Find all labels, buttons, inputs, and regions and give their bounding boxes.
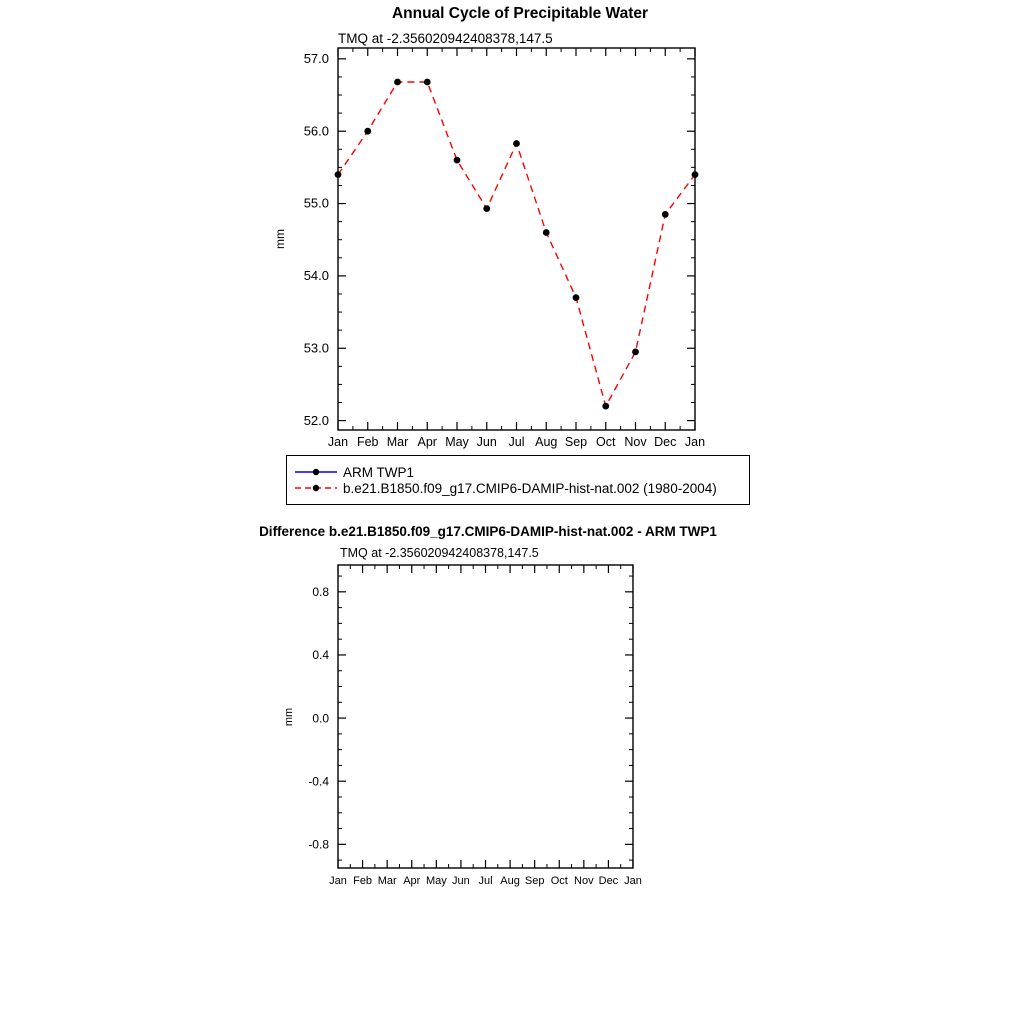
svg-text:Oct: Oct (550, 875, 568, 887)
chart1-plot (270, 30, 770, 470)
svg-text:0.8: 0.8 (312, 585, 329, 600)
svg-text:Oct: Oct (596, 435, 616, 449)
svg-text:Dec: Dec (598, 875, 619, 887)
svg-text:56.0: 56.0 (303, 123, 329, 139)
svg-text:-0.4: -0.4 (308, 774, 329, 789)
svg-text:Sep: Sep (564, 435, 588, 449)
svg-text:Nov: Nov (574, 875, 594, 887)
legend-line-solid-icon (293, 465, 339, 479)
svg-text:53.0: 53.0 (303, 340, 329, 356)
svg-text:Jun: Jun (476, 435, 497, 449)
svg-text:-0.8: -0.8 (308, 837, 329, 852)
svg-text:Mar: Mar (386, 435, 409, 449)
svg-text:Jan: Jan (684, 435, 706, 449)
svg-text:52.0: 52.0 (303, 412, 329, 428)
legend-entry-arm-twp1 (293, 465, 743, 480)
svg-text:Aug: Aug (500, 875, 520, 887)
svg-text:Jul: Jul (478, 875, 493, 887)
svg-text:Dec: Dec (654, 435, 677, 449)
chart2-plot (270, 545, 690, 905)
svg-text:Apr: Apr (403, 875, 421, 887)
svg-text:55.0: 55.0 (303, 195, 329, 211)
legend-entry-model (293, 481, 743, 496)
svg-text:May: May (445, 435, 469, 449)
svg-text:Jan: Jan (329, 875, 347, 887)
svg-text:Nov: Nov (624, 435, 647, 449)
svg-text:May: May (425, 875, 447, 887)
svg-text:Jul: Jul (508, 435, 525, 449)
chart2-subtitle: TMQ at -2.356020942408378,147.5 (340, 546, 539, 560)
svg-text:Jan: Jan (624, 875, 642, 887)
svg-text:Mar: Mar (377, 875, 397, 887)
svg-text:0.0: 0.0 (312, 711, 329, 726)
svg-text:Jun: Jun (452, 875, 470, 887)
legend-label: ARM TWP1 (343, 464, 415, 480)
svg-text:Feb: Feb (356, 435, 379, 449)
legend-box (286, 455, 750, 505)
svg-text:mm: mm (273, 229, 287, 249)
svg-text:0.4: 0.4 (312, 648, 329, 663)
svg-text:Aug: Aug (535, 435, 558, 449)
legend-label: b.e21.B1850.f09_g17.CMIP6-DAMIP-hist-nat.002 (1980-2004) (343, 480, 717, 496)
svg-text:Apr: Apr (417, 435, 437, 449)
legend-line-dashed-icon (293, 481, 339, 495)
svg-text:Jan: Jan (327, 435, 349, 449)
chart2-title: Difference b.e21.B1850.f09_g17.CMIP6-DAMIP-hist-nat.002 - ARM TWP1 (259, 524, 717, 539)
svg-text:Sep: Sep (524, 875, 545, 887)
svg-text:mm: mm (283, 707, 295, 727)
svg-text:Feb: Feb (353, 875, 373, 887)
chart1-title: Annual Cycle of Precipitable Water (391, 5, 649, 22)
svg-text:54.0: 54.0 (303, 268, 329, 284)
chart1-subtitle: TMQ at -2.356020942408378,147.5 (338, 31, 553, 46)
svg-text:57.0: 57.0 (303, 51, 329, 67)
